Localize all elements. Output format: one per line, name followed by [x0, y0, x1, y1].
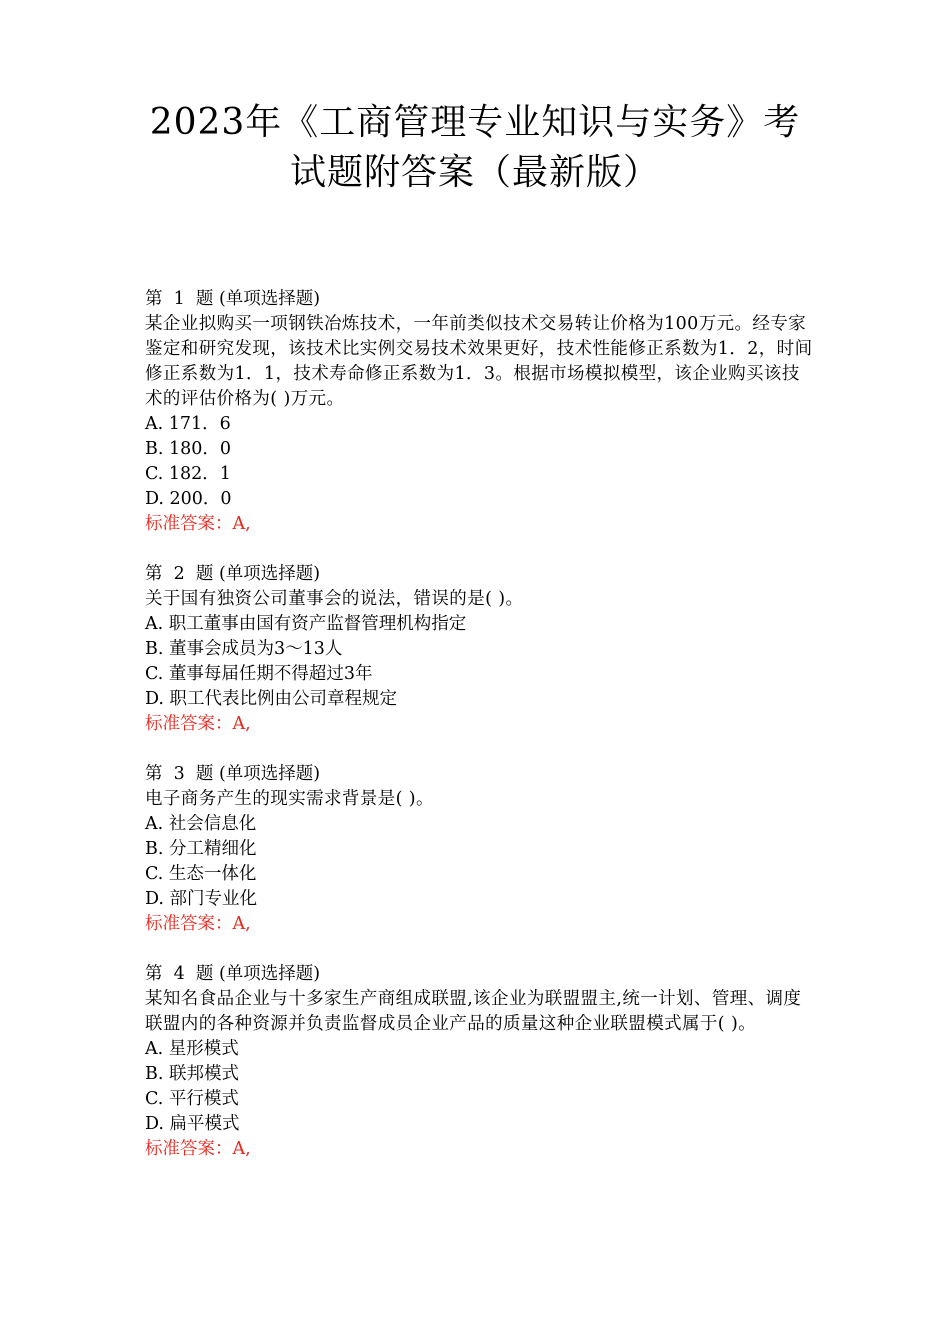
option-d: D. 部门专业化 — [145, 889, 258, 909]
option-c: C. 董事每届任期不得超过3年 — [145, 664, 373, 684]
question-header: 第 3 题 (单项选择题) — [145, 764, 321, 784]
question-3 — [145, 762, 817, 937]
option-a: A. 171．6 — [145, 414, 231, 434]
answer-value: A, — [232, 914, 251, 934]
answer-label: 标准答案： — [145, 1139, 233, 1159]
option-b: B. 分工精细化 — [145, 839, 257, 859]
question-1 — [145, 287, 817, 537]
answer-value: A, — [232, 514, 251, 534]
page-title — [100, 98, 850, 198]
title-line-2: 试题附答案（最新版） — [289, 152, 660, 193]
question-header: 第 4 题 (单项选择题) — [145, 964, 321, 984]
option-c: C. 182．1 — [145, 464, 231, 484]
option-c: C. 平行模式 — [145, 1089, 239, 1109]
question-4 — [145, 962, 817, 1162]
question-list — [145, 287, 817, 1187]
answer-value: A, — [232, 714, 251, 734]
answer-label: 标准答案： — [145, 714, 233, 734]
option-d: D. 200．0 — [145, 489, 232, 509]
standard-answer — [145, 512, 817, 537]
option-b: B. 180．0 — [145, 439, 232, 459]
question-stem: 某企业拟购买一项钢铁冶炼技术，一年前类似技术交易转让价格为100万元。经专家鉴定和研究发现，该技术比实例交易技术效果更好，技术性能修正系数为1．2，时间修正系数为1．1，技术寿命修正系数为1．3。根据市场模拟模型，该企业购买该技术的评估价格为( )万元。 — [145, 314, 813, 409]
option-a: A. 社会信息化 — [145, 814, 257, 834]
option-b: B. 联邦模式 — [145, 1064, 239, 1084]
standard-answer — [145, 712, 817, 737]
question-stem: 电子商务产生的现实需求背景是( )。 — [145, 789, 434, 809]
option-a: A. 职工董事由国有资产监督管理机构指定 — [145, 614, 467, 634]
question-header: 第 1 题 (单项选择题) — [145, 289, 321, 309]
standard-answer — [145, 912, 817, 937]
option-a: A. 星形模式 — [145, 1039, 239, 1059]
option-b: B. 董事会成员为3～13人 — [145, 639, 343, 659]
answer-label: 标准答案： — [145, 914, 233, 934]
answer-label: 标准答案： — [145, 514, 233, 534]
question-2 — [145, 562, 817, 737]
answer-value: A, — [232, 1139, 251, 1159]
question-stem: 某知名食品企业与十多家生产商组成联盟,该企业为联盟盟主,统一计划、管理、调度联盟内的各种资源并负责监督成员企业产品的质量这种企业联盟模式属于( )。 — [145, 989, 802, 1034]
standard-answer — [145, 1137, 817, 1162]
option-d: D. 职工代表比例由公司章程规定 — [145, 689, 398, 709]
option-d: D. 扁平模式 — [145, 1114, 240, 1134]
title-line-1: 2023年《工商管理专业知识与实务》考 — [149, 102, 801, 143]
question-header: 第 2 题 (单项选择题) — [145, 564, 321, 584]
question-stem: 关于国有独资公司董事会的说法，错误的是( )。 — [145, 589, 524, 609]
option-c: C. 生态一体化 — [145, 864, 257, 884]
